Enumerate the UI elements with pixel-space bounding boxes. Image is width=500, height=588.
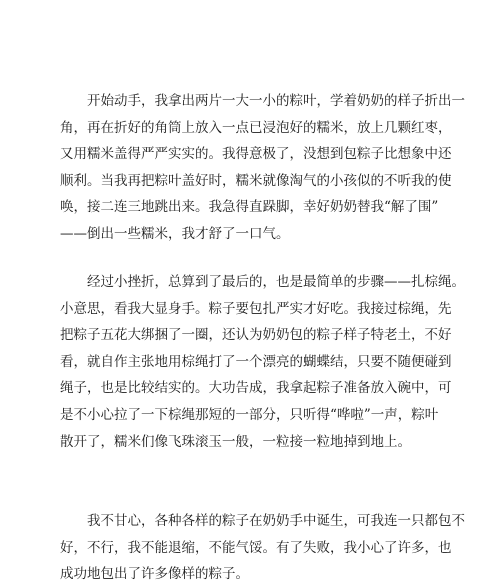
paragraph-line: 绳子，也是比较结实的。大功告成，我拿起粽子准备放入碗中，可 bbox=[60, 380, 452, 397]
paragraph-line: 又用糯米盖得严严实实的。我得意极了，没想到包粽子比想象中还 bbox=[60, 146, 452, 163]
paragraph-line: 把粽子五花大绑捆了一圈，还认为奶奶包的粽子样子特老土，不好 bbox=[60, 327, 452, 344]
paragraph-line: 成功地包出了许多像样的粽子。 bbox=[60, 566, 249, 583]
paragraph-line: 小意思，看我大显身手。粽子要包扎严实才好吃。我接过棕绳，先 bbox=[60, 300, 452, 317]
paragraph-2 bbox=[60, 269, 465, 455]
paragraph-line: ——倒出一些糯米，我才舒了一口气。 bbox=[60, 225, 290, 242]
paragraph-1 bbox=[60, 88, 465, 248]
paragraph-line: 开始动手，我拿出两片一大一小的粽叶，学着奶奶的样子折出一 bbox=[87, 93, 465, 109]
paragraph-line: 唤，接二连三地跳出来。我急得直跺脚，幸好奶奶替我“解了围” bbox=[60, 199, 439, 216]
paragraph-line: 经过小挫折，总算到了最后的，也是最简单的步骤——扎棕绳。 bbox=[87, 274, 465, 290]
paragraph-line: 好，不行，我不能退缩，不能气馁。有了失败，我小心了许多，也 bbox=[60, 539, 452, 556]
paragraph-line: 顺利。当我再把粽叶盖好时，糯米就像淘气的小孩似的不听我的使 bbox=[60, 172, 452, 189]
paragraph-line: 散开了，糯米们像飞珠滚玉一般，一粒接一粒地掉到地上。 bbox=[60, 433, 411, 450]
paragraph-line: 看，就自作主张地用棕绳打了一个漂亮的蝴蝶结，只要不随便碰到 bbox=[60, 353, 452, 370]
paragraph-line: 我不甘心，各种各样的粽子在奶奶手中诞生，可我连一只都包不 bbox=[87, 513, 465, 529]
paragraph-3 bbox=[60, 508, 465, 588]
paragraph-line: 角，再在折好的角筒上放入一点已浸泡好的糯米，放上几颗红枣， bbox=[60, 119, 452, 136]
paragraph-line: 是不小心拉了一下棕绳那短的一部分，只听得“哗啦”一声，粽叶 bbox=[60, 406, 439, 423]
